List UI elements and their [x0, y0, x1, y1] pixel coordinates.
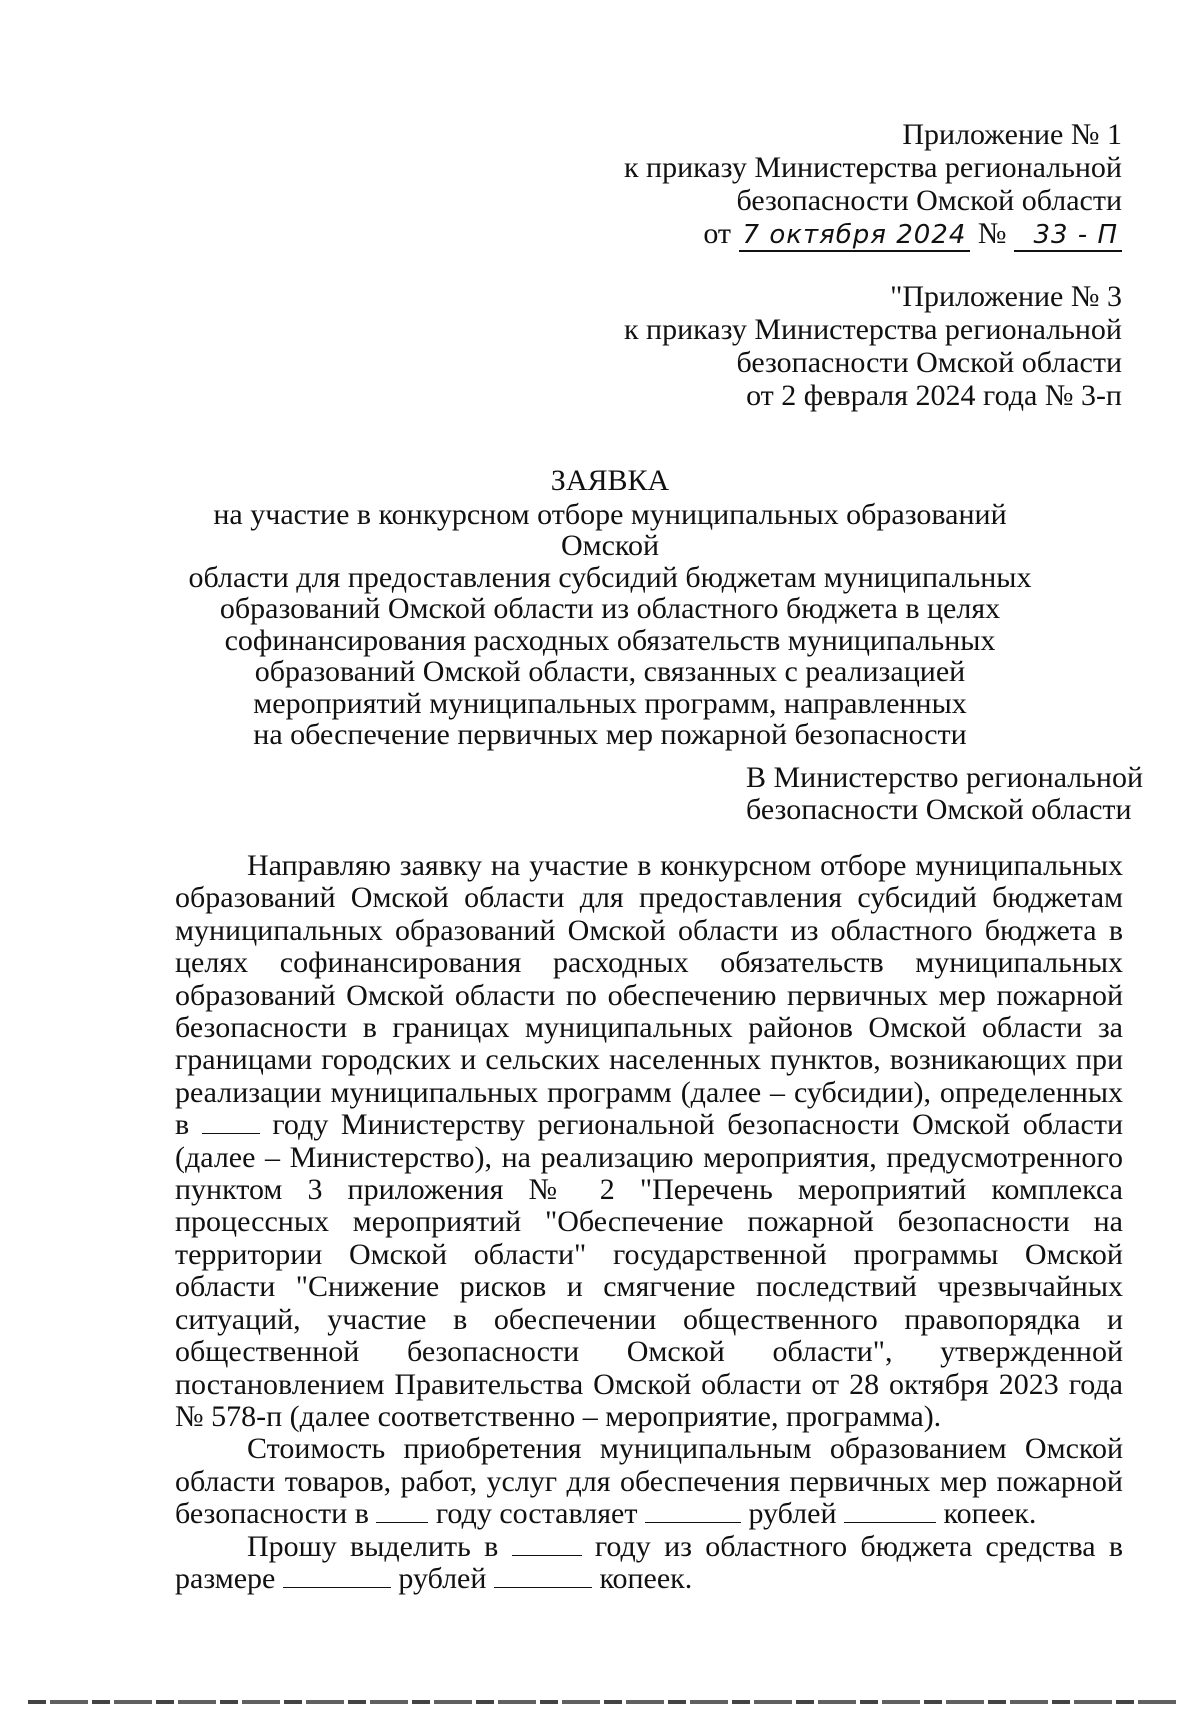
paragraph-allocation [175, 1531, 1123, 1596]
date-prefix: от [703, 217, 732, 250]
title-line: области для предоставления субсидий бюджетам муниципальных [188, 560, 1032, 594]
paragraph-text: Направляю заявку на участие в конкурсном отборе муниципальных образований Омской области для предоставления субсидий бюджетам муниципальных образований Омской области из областного бюджета в целях софинансирования расходных обязательств муниципальных образований Омской области по обеспечению первичных мер пожарной безопасности в границах муниципальных районов Омской области за границами городских и сельских населенных пунктов, возникающих при реализации муниципальных программ (далее – субсидии), определенных в [175, 849, 1123, 1142]
appendix-3-header [624, 280, 1122, 412]
kopecks-blank-field[interactable] [844, 1498, 936, 1523]
paragraph-text: году из областного бюджета средства в размере [175, 1529, 1124, 1595]
appendix-3-order-line: к приказу Министерства региональной [623, 313, 1122, 346]
paragraph-text: рублей [398, 1561, 487, 1595]
kopecks-blank-field[interactable] [494, 1563, 592, 1588]
application-title [180, 465, 1040, 751]
handwritten-date: 7 октября 2024 [739, 220, 971, 252]
appendix-1-order-line: к приказу Министерства региональной [623, 151, 1122, 184]
title-line: мероприятий муниципальных программ, направленных [253, 686, 967, 720]
handwritten-number: 33 - П [1014, 220, 1122, 252]
paragraph-text: году Министерству региональной безопасности Омской области (далее – Министерство), на реализацию мероприятия, предусмотренного пунктом 3 приложения № 2 "Перечень мероприятий комплекса процессных мероприятий "Обеспечение пожарной безопасности на территории Омской области" государственной программы Омской области "Снижение рисков и смягчение последствий чрезвычайных ситуаций, участие в обеспечении общественного правопорядка и общественной безопасности Омской области", утвержденной постановлением Правительства Омской области от 28 октября 2023 года № 578-п (далее соответственно – мероприятие, программа). [175, 1108, 1124, 1433]
application-body [175, 850, 1123, 1595]
addressee-line: В Министерство региональной [746, 761, 1144, 794]
paragraph-text: году составляет [435, 1497, 638, 1531]
year-blank-field[interactable] [512, 1531, 582, 1556]
paragraph-text: копеек. [599, 1561, 693, 1595]
appendix-3-ministry-line: безопасности Омской области [736, 346, 1122, 379]
appendix-1-title: Приложение № 1 [902, 118, 1122, 151]
title-line: образований Омской области из областного бюджета в целях [219, 592, 1001, 625]
year-blank-field[interactable] [376, 1498, 428, 1523]
title-line: на обеспечение первичных мер пожарной безопасности [253, 718, 967, 751]
appendix-1-header [624, 118, 1122, 252]
paragraph-text: Стоимость приобретения муниципальным образованием Омской области товаров, работ, услуг для обеспечения первичных мер пожарной безопасности в [175, 1432, 1123, 1531]
appendix-3-date-line: от 2 февраля 2024 года № 3-п [746, 379, 1122, 412]
paragraph-text: Прошу выделить в [247, 1529, 499, 1563]
paragraph-text: копеек. [943, 1497, 1037, 1531]
title-line: образований Омской области, связанных с реализацией [254, 655, 966, 688]
scan-edge-line [28, 1700, 1178, 1704]
appendix-3-title: "Приложение № 3 [890, 280, 1122, 313]
addressee-block [746, 762, 1143, 826]
paragraph-request [175, 850, 1123, 1433]
year-blank-field[interactable] [202, 1109, 260, 1134]
number-prefix: № [977, 217, 1007, 250]
document-heading: ЗАЯВКА [550, 464, 670, 497]
paragraph-text: рублей [748, 1497, 837, 1531]
rubles-blank-field[interactable] [283, 1563, 391, 1588]
appendix-1-ministry-line: безопасности Омской области [736, 184, 1122, 217]
rubles-blank-field[interactable] [645, 1498, 741, 1523]
addressee-line: безопасности Омской области [746, 793, 1132, 826]
appendix-1-date-line [624, 217, 1122, 252]
title-line: софинансирования расходных обязательств муниципальных [224, 623, 996, 657]
paragraph-cost [175, 1433, 1123, 1530]
title-line: на участие в конкурсном отборе муниципальных образований Омской [213, 497, 1007, 562]
